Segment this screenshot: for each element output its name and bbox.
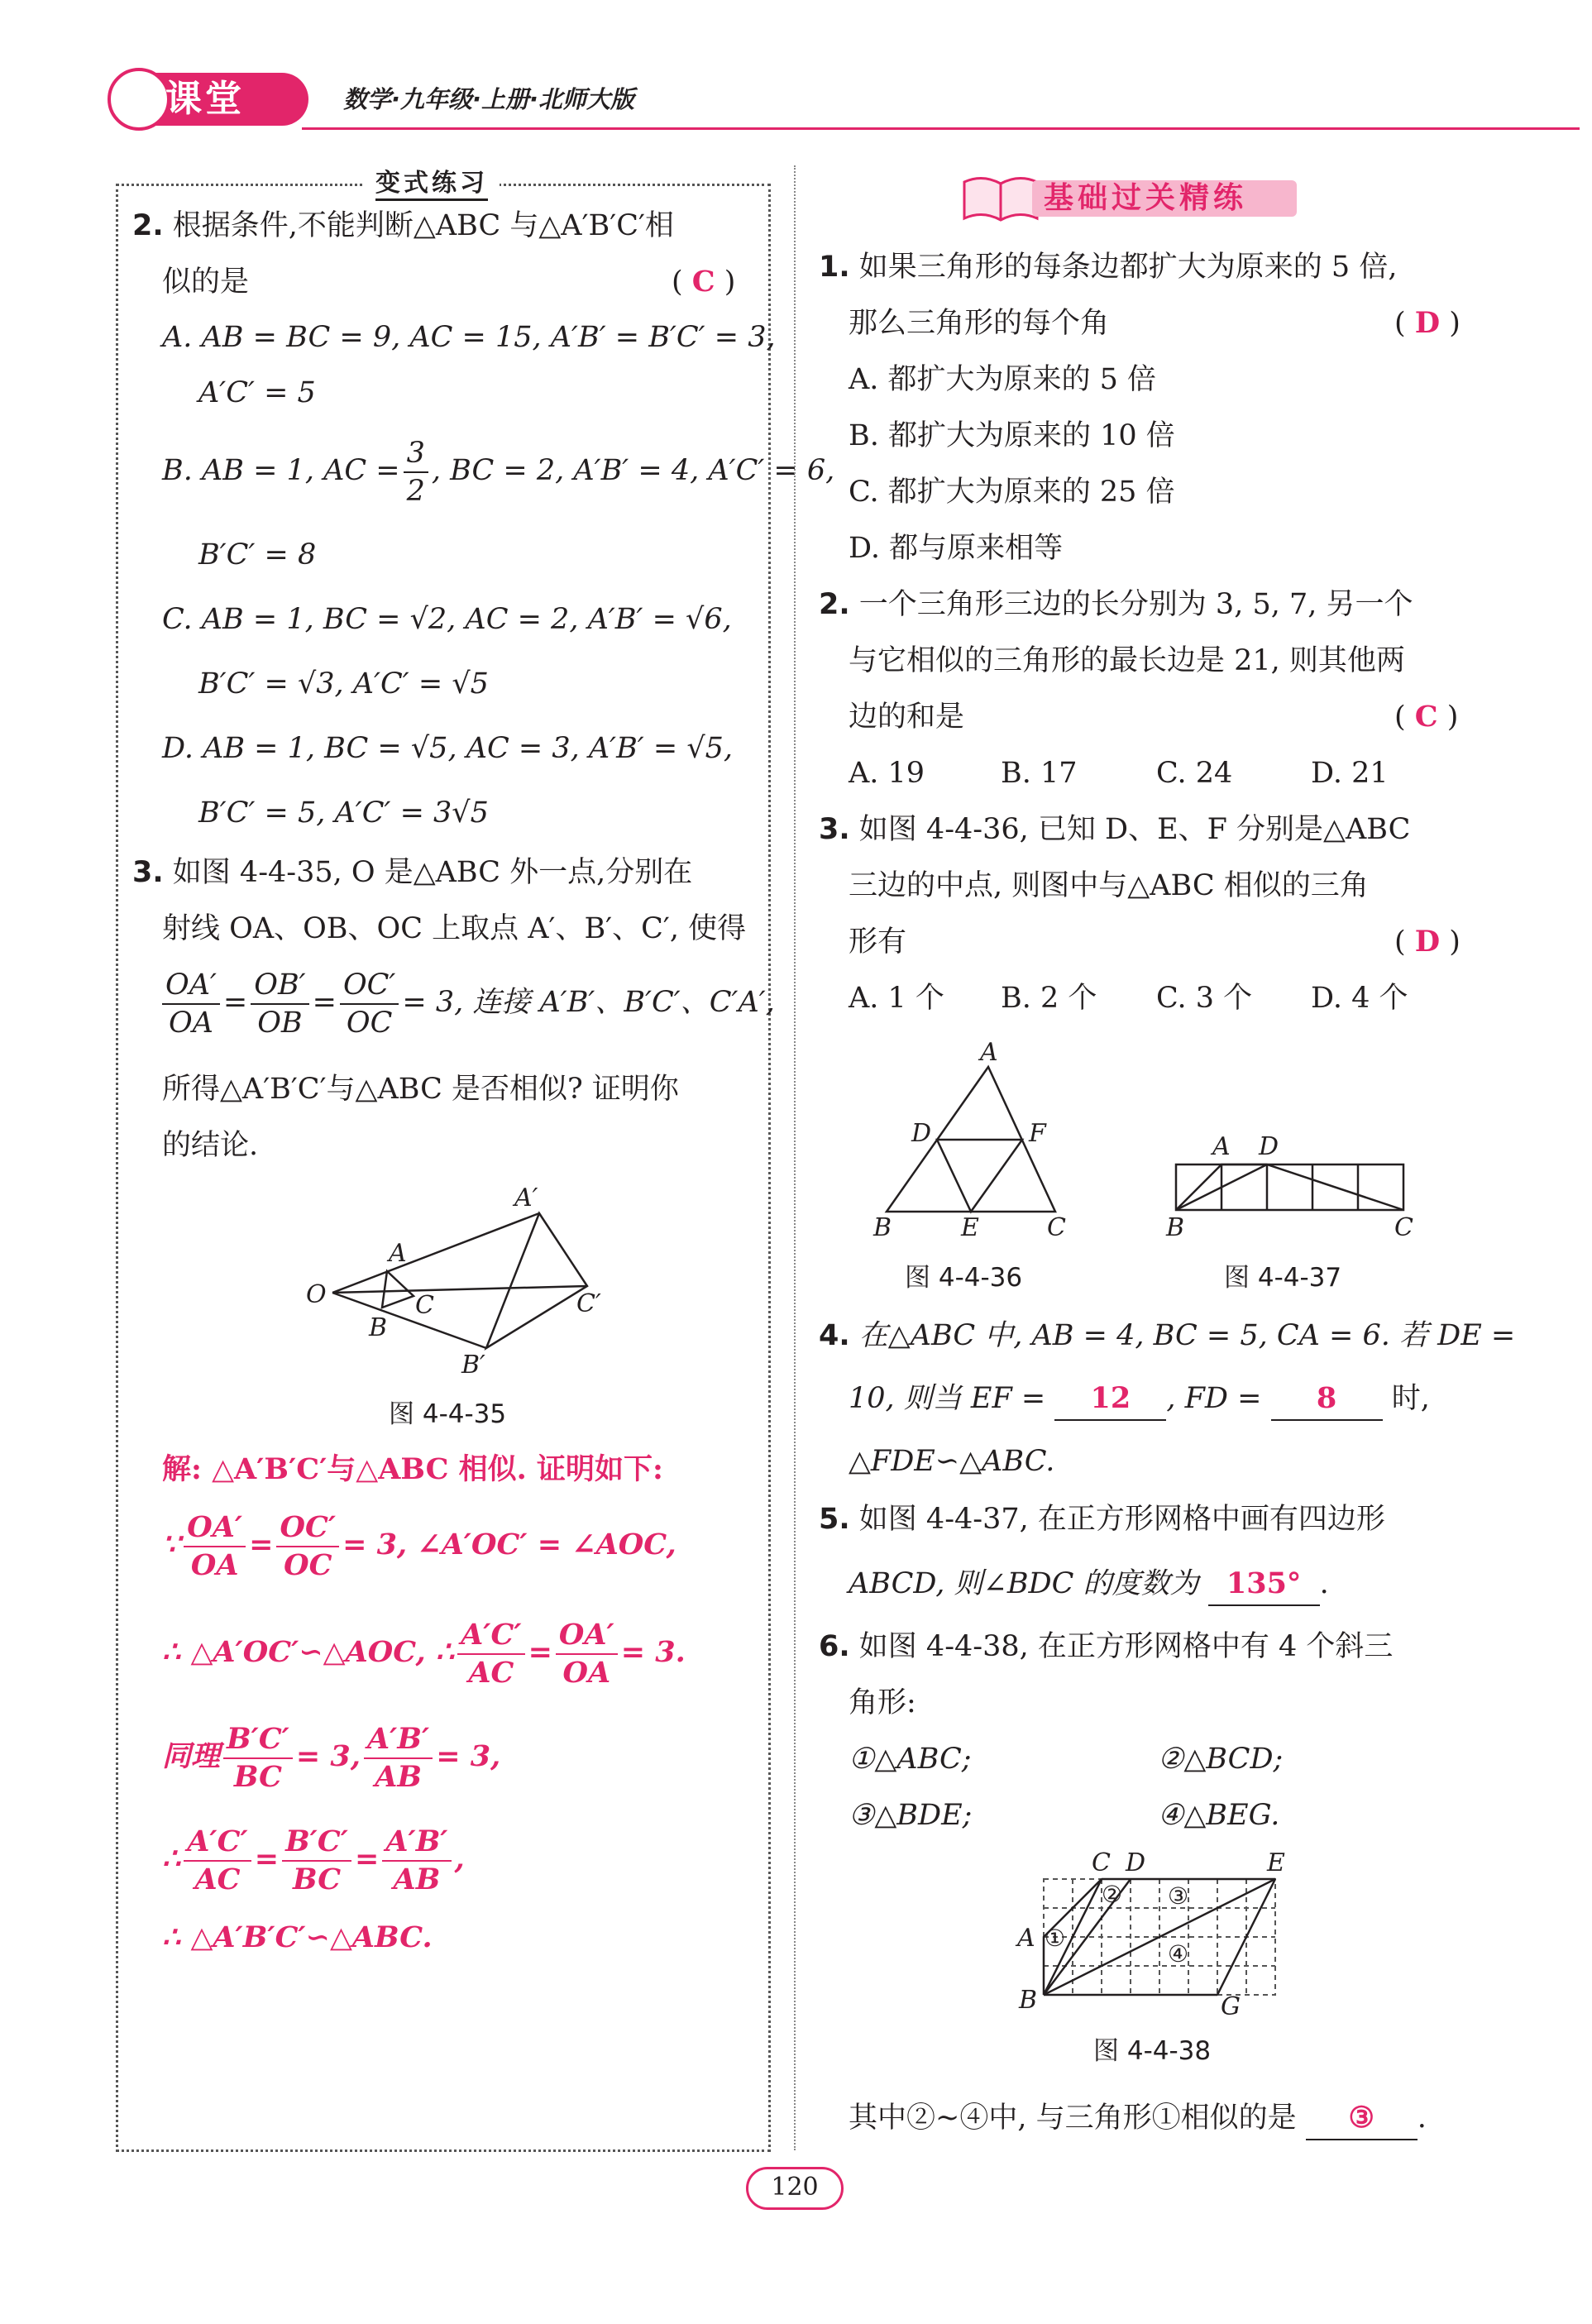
right-q5-line2: [849, 1563, 1329, 1606]
label-A-prime: A′: [514, 1184, 538, 1212]
solution-l3-frac-2: [556, 1617, 618, 1691]
solution-l3-frac-1: [457, 1617, 524, 1691]
right-q5-text-1: 如图 4-4-37, 在正方形网格中画有四边形: [858, 1503, 1385, 1536]
figure-4-4-38: [1009, 1846, 1323, 2028]
left-q3-text-1: 如图 4-4-35, O 是△ABC 外一点,分别在: [172, 856, 693, 889]
frac-num: B′C′: [223, 1721, 293, 1759]
label-B: B: [369, 1313, 388, 1342]
solution-l5-frac-3: [382, 1824, 451, 1898]
figure-4-4-36: [868, 1034, 1083, 1249]
left-q3-frac-3: [340, 967, 399, 1041]
header-logo-text: 新课堂: [126, 78, 245, 120]
frac-num: A′C′: [457, 1617, 524, 1655]
solution-line2: ∵ $\frac{OA'}{OA}$ = $\frac{OC'}{OC}$ = 3, ∠A′OC′ = ∠AOC,: [162, 1509, 676, 1582]
solution-l4-post: = 3,: [436, 1739, 501, 1773]
right-q3-line1: [819, 809, 1410, 850]
solution-line5: ∴ $\frac{A'C'}{AC}$ = $\frac{B'C'}{BC}$ = $\frac{A'B'}{AB}$ ,: [162, 1824, 465, 1896]
solution-l3-pre: ∴ △A′OC′∽△AOC, ∴: [162, 1635, 455, 1669]
frac-num: OA′: [184, 1509, 246, 1547]
frac-den: OA: [168, 1006, 213, 1040]
label-O: O: [306, 1280, 327, 1309]
right-q1-optD: D. 都与原来相等: [849, 532, 1064, 565]
triangle-abc: [382, 1271, 414, 1308]
right-q3-optD: D. 4 个: [1311, 982, 1408, 1015]
right-q6-text-1: 如图 4-4-38, 在正方形网格中有 4 个斜三: [858, 1630, 1394, 1663]
fd-answer: 8: [1316, 1381, 1337, 1415]
label-B: B: [1166, 1213, 1185, 1242]
solution-l2-post: = 3, ∠A′OC′ = ∠AOC,: [342, 1528, 676, 1561]
left-q2-line1: [132, 205, 674, 246]
ray-oa: [332, 1213, 539, 1293]
left-q2-stem-1: 根据条件,不能判断△ABC 与△A′B′C′相: [172, 209, 674, 242]
right-q3-optA: A. 1 个: [849, 982, 944, 1015]
solution-line6: ∴ △A′B′C′∽△ABC.: [162, 1920, 433, 1954]
book-icon: [959, 170, 1042, 225]
question-number: 3.: [819, 813, 850, 846]
angle-answer: 135°: [1226, 1566, 1302, 1600]
question-number: 3.: [132, 856, 164, 889]
similar-answer-blank[interactable]: [1306, 2097, 1418, 2140]
right-q2-answer: C: [1414, 700, 1438, 734]
question-number: 2.: [819, 588, 850, 621]
right-q1-text-1: 如果三角形的每条边都扩大为原来的 5 倍,: [858, 251, 1398, 284]
figure-caption-4-4-35: 图 4-4-35: [389, 1399, 507, 1429]
right-q4-text-1: 在△ABC 中, AB = 4, BC = 5, CA = 6. 若 DE =: [858, 1319, 1516, 1352]
right-q6-opt2: ②△BCD;: [1158, 1743, 1284, 1776]
frac-den: OA: [562, 1655, 611, 1690]
angle-answer-blank[interactable]: [1208, 1563, 1320, 1606]
right-q4-l2-post: 时,: [1391, 1382, 1430, 1415]
right-q2-optA: A. 19: [849, 757, 925, 790]
frac-den: OB: [257, 1006, 303, 1040]
frac-den: AB: [393, 1862, 441, 1896]
label-D: D: [911, 1119, 932, 1148]
label-C: C: [1092, 1848, 1111, 1877]
figure-4-4-37: [1158, 1125, 1422, 1249]
left-q3-frac-1: [162, 967, 220, 1041]
right-q1-optC: C. 都扩大为原来的 25 倍: [849, 476, 1175, 509]
circled-1: ①: [1045, 1925, 1066, 1952]
right-q5-l2-pre: ABCD, 则∠BDC 的度数为: [849, 1567, 1199, 1600]
left-q2-optB-post: , BC = 2, A′B′ = 4, A′C′ = 6,: [431, 454, 835, 487]
solution-l3-post: = 3.: [620, 1635, 686, 1669]
label-D: D: [1259, 1132, 1279, 1161]
circled-2: ②: [1102, 1881, 1123, 1908]
right-q2-line1: [819, 584, 1413, 625]
right-q1-line1: [819, 246, 1397, 288]
right-q3-answer-paren: ( D ): [1394, 925, 1461, 959]
right-q3-optC: C. 3 个: [1156, 982, 1253, 1015]
label-A: A: [389, 1239, 407, 1268]
left-section-title-text: 变式练习: [375, 169, 488, 201]
solution-l2-pre: ∵: [162, 1528, 181, 1561]
solution-l4-frac-1: [223, 1721, 293, 1796]
left-q2-optB-frac: [404, 435, 428, 509]
left-q3-line5: 的结论.: [162, 1129, 259, 1162]
frac-num: OA′: [162, 967, 220, 1005]
label-B: B: [873, 1213, 892, 1242]
label-G: G: [1221, 1992, 1241, 2021]
solution-line3: ∴ △A′OC′∽△AOC, ∴ $\frac{A'C'}{AC}$ = $\frac{OA'}{OA}$ = 3.: [162, 1617, 686, 1690]
figure-caption-4-4-37: 图 4-4-37: [1224, 1263, 1342, 1293]
right-q6-line1: [819, 1626, 1393, 1667]
frac-num: OB′: [251, 967, 308, 1005]
frac-den: BC: [233, 1759, 283, 1794]
frac-den: OC: [284, 1547, 332, 1582]
column-divider: [794, 165, 796, 2150]
left-q2-optD-2: B′C′ = 5, A′C′ = 3√5: [198, 796, 489, 830]
question-number: 5.: [819, 1503, 850, 1536]
solution-l5-frac-2: [282, 1824, 351, 1898]
right-q4-line3: △FDE∽△ABC.: [849, 1445, 1055, 1478]
question-number: 2.: [132, 209, 164, 242]
right-q4-line1: [819, 1315, 1515, 1356]
left-section-title: [364, 165, 500, 203]
label-C-prime: C′: [576, 1289, 601, 1318]
right-q5-line1: [819, 1499, 1385, 1540]
left-q3-frac-2: [251, 967, 308, 1041]
left-q2-optB-pre: B. AB = 1, AC =: [162, 454, 400, 487]
right-q6-line3: [849, 2097, 1427, 2140]
similar-answer: ③: [1348, 2101, 1374, 2135]
figure-caption-4-4-38: 图 4-4-38: [1093, 2036, 1212, 2066]
label-C: C: [1047, 1213, 1066, 1242]
frac-num: A′C′: [184, 1824, 251, 1862]
circled-4: ④: [1168, 1940, 1189, 1968]
label-B: B: [1019, 1986, 1038, 2015]
right-q6-opt3: ③△BDE;: [849, 1799, 973, 1832]
label-A: A: [980, 1038, 998, 1067]
label-A: A: [1017, 1924, 1035, 1953]
label-C: C: [1394, 1213, 1413, 1242]
solution-l4-mid: = 3,: [295, 1739, 361, 1773]
right-q6-l3-pre: 其中②~④中, 与三角形①相似的是: [849, 2102, 1297, 2135]
left-q3-line4: 所得△A′B′C′与△ABC 是否相似? 证明你: [162, 1073, 679, 1106]
left-q2-line2: [162, 261, 249, 303]
ray-ob: [332, 1293, 486, 1348]
label-A: A: [1212, 1132, 1231, 1161]
label-E: E: [961, 1213, 979, 1242]
frac-num: OA′: [556, 1617, 618, 1655]
right-q2-text-1: 一个三角形三边的长分别为 3, 5, 7, 另一个: [858, 588, 1413, 621]
fd-answer-blank[interactable]: [1271, 1378, 1383, 1421]
ef-answer-blank[interactable]: [1054, 1378, 1166, 1421]
right-q4-l2-pre: 10, 则当 EF =: [849, 1382, 1046, 1415]
right-q2-line3: 边的和是: [849, 701, 965, 734]
frac-den: BC: [293, 1862, 342, 1896]
frac-num: A′B′: [364, 1721, 433, 1759]
right-q1-answer-paren: ( D ): [1394, 306, 1461, 340]
frac-den: 2: [406, 474, 425, 508]
right-q4-l2-mid: , FD =: [1166, 1382, 1262, 1415]
frac-den: OC: [346, 1006, 393, 1040]
frac-den: OA: [190, 1547, 239, 1582]
left-q2-optD-1: D. AB = 1, BC = √5, AC = 3, A′B′ = √5,: [162, 732, 734, 765]
right-q2-answer-paren: ( C ): [1394, 700, 1459, 734]
solution-l2-frac-2: [276, 1509, 339, 1584]
frac-num: OC′: [340, 967, 399, 1005]
solution-l5-post: ,: [454, 1842, 465, 1876]
frac-num: A′B′: [382, 1824, 451, 1862]
right-q6-l3-post: .: [1417, 2102, 1427, 2135]
right-section-title: [959, 170, 1323, 225]
segment-be: [1044, 1879, 1275, 1995]
left-q3-line2: 射线 OA、OB、OC 上取点 A′、B′、C′, 使得: [162, 912, 747, 945]
circled-3: ③: [1168, 1882, 1189, 1910]
solution-line1: 解: △A′B′C′与△ABC 相似. 证明如下:: [162, 1452, 663, 1486]
right-q3-line3: 形有: [849, 925, 907, 959]
solution-l4-pre: 同理: [162, 1739, 221, 1773]
left-q2-answer-paren: ( C ): [672, 265, 736, 299]
figure-caption-4-4-36: 图 4-4-36: [905, 1263, 1023, 1293]
right-q3-answer: D: [1414, 925, 1441, 959]
right-q3-text-1: 如图 4-4-36, 已知 D、E、F 分别是△ABC: [858, 813, 1411, 846]
right-q2-optC: C. 24: [1156, 757, 1233, 790]
quadrilateral-abcd: [1176, 1164, 1403, 1210]
solution-l5-frac-1: [184, 1824, 251, 1898]
right-q2-optB: B. 17: [1001, 757, 1078, 790]
left-q2-optB-2: B′C′ = 8: [198, 538, 317, 571]
left-q3-line3-post: = 3, 连接 A′B′、B′C′、C′A′,: [402, 986, 775, 1019]
label-D: D: [1126, 1848, 1146, 1877]
question-number: 6.: [819, 1630, 850, 1663]
right-q4-line2: [849, 1378, 1430, 1421]
solution-l4-frac-2: [364, 1721, 433, 1796]
label-C: C: [415, 1291, 434, 1320]
right-q6-opt1: ①△ABC;: [849, 1743, 972, 1776]
question-number: 1.: [819, 251, 850, 284]
label-F: F: [1029, 1119, 1046, 1148]
right-q2-optD: D. 21: [1311, 757, 1389, 790]
page-number: 120: [771, 2173, 819, 2202]
frac-num: B′C′: [282, 1824, 351, 1862]
left-q2-stem-2: 似的是: [162, 265, 250, 299]
question-number: 4.: [819, 1319, 850, 1352]
right-q1-line2: 那么三角形的每个角: [849, 307, 1110, 340]
frac-den: AB: [375, 1759, 422, 1794]
left-q2-optB-1: [162, 434, 834, 509]
right-q6-line2: 角形:: [849, 1686, 916, 1719]
right-q3-line2: 三边的中点, 则图中与△ABC 相似的三角: [849, 869, 1369, 902]
right-q1-answer: D: [1414, 306, 1441, 340]
figure-4-4-35: [298, 1174, 629, 1381]
solution-l2-frac-1: [184, 1509, 246, 1584]
label-E: E: [1267, 1848, 1285, 1877]
ray-oc: [332, 1286, 587, 1293]
left-q2-answer: C: [691, 265, 715, 299]
right-q5-l2-post: .: [1319, 1567, 1329, 1600]
header: [108, 68, 1472, 134]
right-section-title-text: 基础过关精练: [1044, 181, 1248, 215]
frac-num: 3: [404, 435, 428, 473]
left-q2-optC-1: C. AB = 1, BC = √2, AC = 2, A′B′ = √6,: [162, 603, 732, 636]
triangle-a2b2c2: [486, 1213, 587, 1348]
left-q2-optA-2: A′C′ = 5: [198, 376, 316, 409]
right-q1-optA: A. 都扩大为原来的 5 倍: [849, 363, 1157, 396]
frac-den: AC: [468, 1655, 514, 1690]
ef-answer: 12: [1090, 1381, 1131, 1415]
right-q1-optB: B. 都扩大为原来的 10 倍: [849, 419, 1175, 452]
frac-den: AC: [194, 1862, 241, 1896]
header-subtitle: 数学·九年级·上册·北师大版: [343, 85, 635, 113]
left-q3-line1: [132, 852, 692, 893]
left-q2-optC-2: B′C′ = √3, A′C′ = √5: [198, 667, 489, 701]
solution-l5-pre: ∴: [162, 1842, 181, 1876]
left-q2-optA-1: A. AB = BC = 9, AC = 15, A′B′ = B′C′ = 3,: [162, 321, 776, 354]
frac-num: OC′: [276, 1509, 339, 1547]
label-B-prime: B′: [461, 1351, 485, 1380]
header-rule: [302, 127, 1580, 130]
triangle-def-36: [937, 1140, 1022, 1212]
right-q3-optB: B. 2 个: [1001, 982, 1097, 1015]
left-q3-line3: $\frac{OA'}{OA}$ = $\frac{OB'}{OB}$ = $\frac{OC'}{OC}$ = 3, 连接 A′B′、B′C′、C′A′,: [159, 963, 775, 1042]
solution-line4: [162, 1717, 500, 1796]
right-q2-line2: 与它相似的三角形的最长边是 21, 则其他两: [849, 644, 1405, 677]
right-q6-opt4: ④△BEG.: [1158, 1799, 1280, 1832]
